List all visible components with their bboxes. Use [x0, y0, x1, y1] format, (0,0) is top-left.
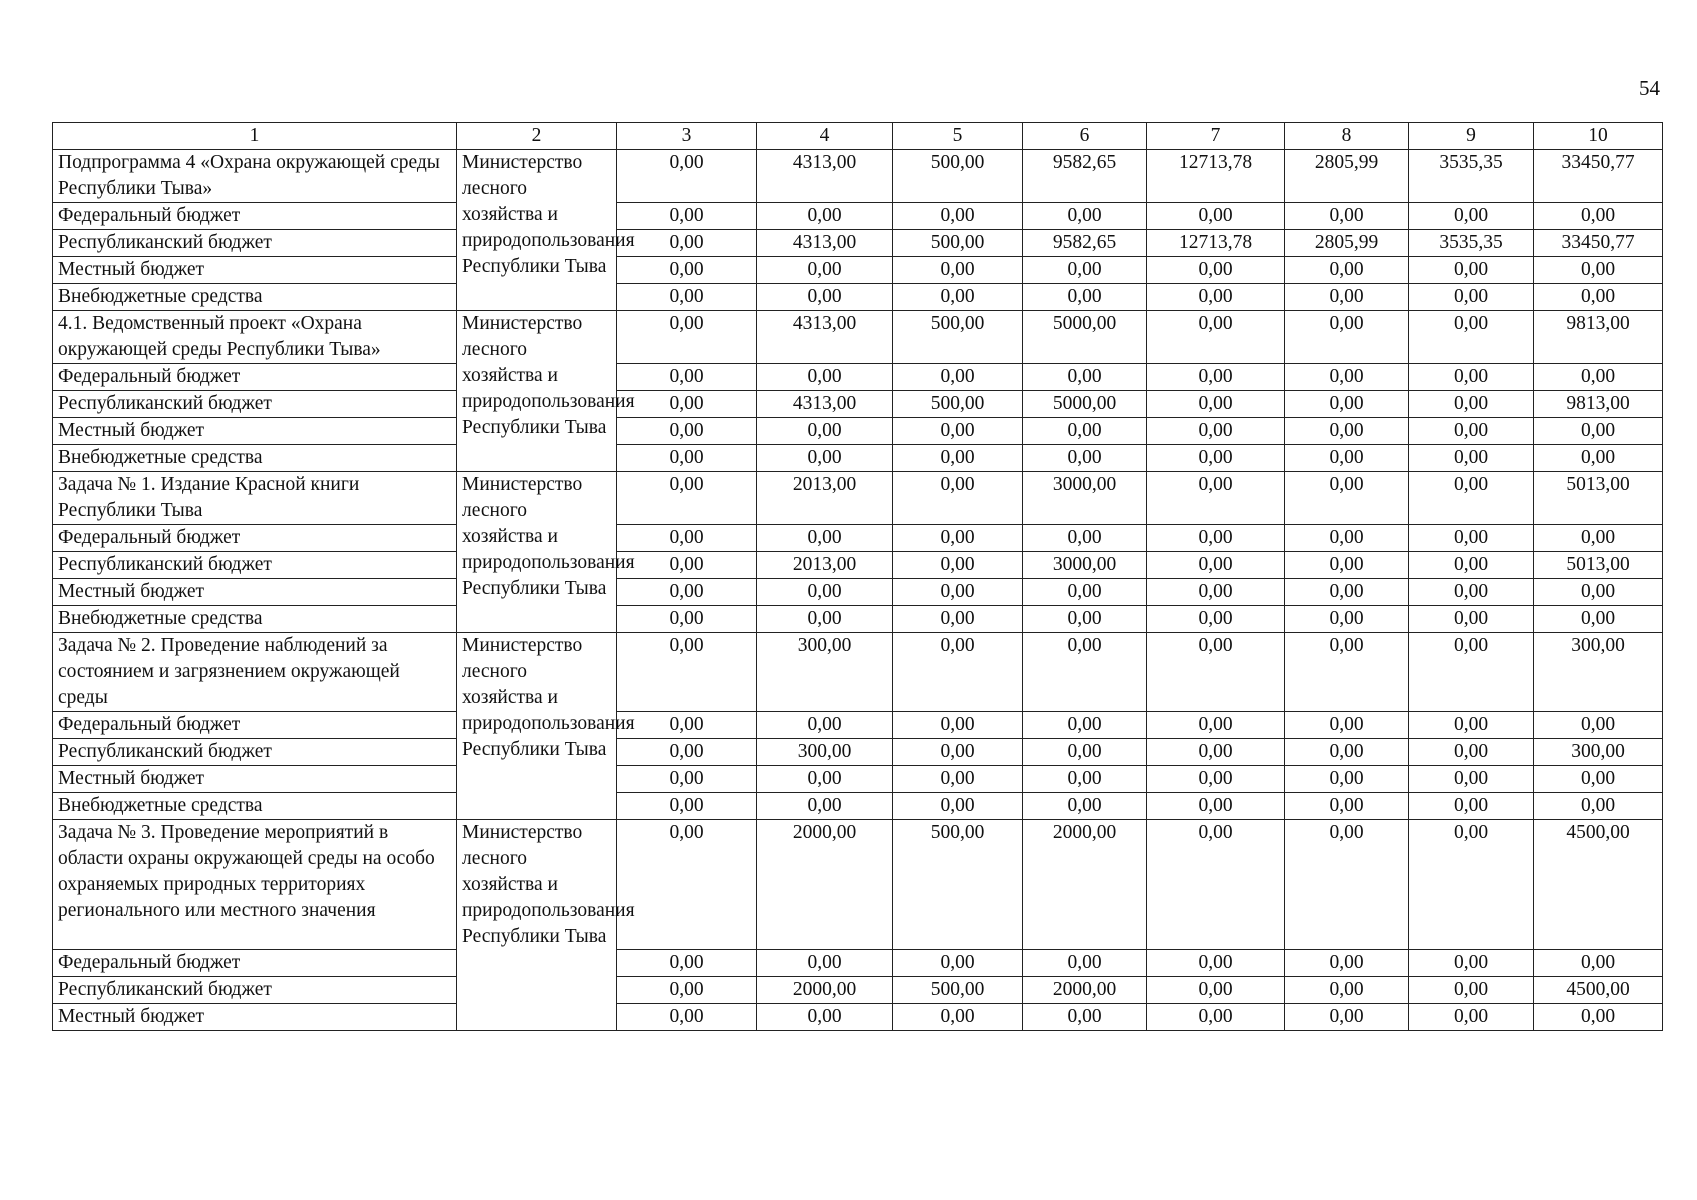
value-cell: 0,00 — [1534, 579, 1663, 606]
value-cell: 0,00 — [1285, 820, 1409, 950]
budget-row — [53, 1004, 1663, 1031]
value-cell: 12713,78 — [1147, 150, 1285, 203]
value-cell: 0,00 — [1147, 203, 1285, 230]
row-label: Республиканский бюджет — [53, 552, 457, 579]
value-cell: 0,00 — [1285, 284, 1409, 311]
header-cell: 9 — [1409, 123, 1534, 150]
value-cell: 0,00 — [1147, 364, 1285, 391]
value-cell: 0,00 — [1534, 203, 1663, 230]
header-cell: 10 — [1534, 123, 1663, 150]
value-cell: 0,00 — [1147, 820, 1285, 950]
value-cell: 0,00 — [757, 579, 893, 606]
value-cell: 0,00 — [1023, 739, 1147, 766]
budget-row — [53, 418, 1663, 445]
value-cell: 0,00 — [893, 472, 1023, 525]
value-cell: 5013,00 — [1534, 472, 1663, 525]
value-cell: 0,00 — [1023, 606, 1147, 633]
value-cell: 2805,99 — [1285, 230, 1409, 257]
value-cell: 0,00 — [1023, 203, 1147, 230]
value-cell: 4313,00 — [757, 391, 893, 418]
value-cell: 0,00 — [1534, 445, 1663, 472]
value-cell: 0,00 — [617, 472, 757, 525]
value-cell: 500,00 — [893, 820, 1023, 950]
budget-row — [53, 445, 1663, 472]
value-cell: 0,00 — [757, 793, 893, 820]
value-cell: 0,00 — [1409, 203, 1534, 230]
value-cell: 0,00 — [1285, 525, 1409, 552]
value-cell: 0,00 — [1409, 364, 1534, 391]
budget-row — [53, 364, 1663, 391]
value-cell: 0,00 — [1285, 418, 1409, 445]
value-cell: 0,00 — [1409, 1004, 1534, 1031]
value-cell: 300,00 — [757, 739, 893, 766]
value-cell: 0,00 — [1534, 364, 1663, 391]
value-cell: 2013,00 — [757, 472, 893, 525]
value-cell: 300,00 — [1534, 633, 1663, 712]
value-cell: 0,00 — [893, 418, 1023, 445]
value-cell: 0,00 — [1023, 712, 1147, 739]
page-number: 54 — [1639, 76, 1660, 100]
value-cell: 0,00 — [1147, 766, 1285, 793]
row-label: Местный бюджет — [53, 418, 457, 445]
value-cell: 3535,35 — [1409, 230, 1534, 257]
value-cell: 0,00 — [893, 203, 1023, 230]
value-cell: 0,00 — [893, 257, 1023, 284]
value-cell: 0,00 — [893, 525, 1023, 552]
value-cell: 0,00 — [1409, 418, 1534, 445]
row-label: Федеральный бюджет — [53, 712, 457, 739]
value-cell: 0,00 — [893, 712, 1023, 739]
row-label: Внебюджетные средства — [53, 793, 457, 820]
budget-row — [53, 552, 1663, 579]
value-cell: 4500,00 — [1534, 977, 1663, 1004]
value-cell: 5000,00 — [1023, 391, 1147, 418]
header-cell: 5 — [893, 123, 1023, 150]
budget-row — [53, 712, 1663, 739]
value-cell: 500,00 — [893, 150, 1023, 203]
value-cell: 0,00 — [757, 525, 893, 552]
value-cell: 500,00 — [893, 230, 1023, 257]
row-label: Федеральный бюджет — [53, 364, 457, 391]
value-cell: 0,00 — [893, 552, 1023, 579]
value-cell: 0,00 — [617, 739, 757, 766]
value-cell: 4500,00 — [1534, 820, 1663, 950]
header-cell: 1 — [53, 123, 457, 150]
value-cell: 0,00 — [1285, 712, 1409, 739]
value-cell: 0,00 — [617, 311, 757, 364]
value-cell: 2013,00 — [757, 552, 893, 579]
group-title: Задача № 1. Издание Красной книги Республики Тыва — [53, 472, 457, 525]
value-cell: 0,00 — [1023, 525, 1147, 552]
value-cell: 0,00 — [1285, 203, 1409, 230]
value-cell: 0,00 — [1023, 579, 1147, 606]
value-cell: 0,00 — [1147, 739, 1285, 766]
value-cell: 0,00 — [1285, 311, 1409, 364]
value-cell: 0,00 — [757, 203, 893, 230]
row-label: Внебюджетные средства — [53, 606, 457, 633]
value-cell: 0,00 — [757, 712, 893, 739]
value-cell: 0,00 — [757, 766, 893, 793]
value-cell: 0,00 — [1147, 418, 1285, 445]
value-cell: 0,00 — [1409, 739, 1534, 766]
value-cell: 2000,00 — [1023, 820, 1147, 950]
value-cell: 9582,65 — [1023, 150, 1147, 203]
value-cell: 0,00 — [1285, 391, 1409, 418]
value-cell: 0,00 — [617, 284, 757, 311]
value-cell: 0,00 — [1285, 766, 1409, 793]
value-cell: 0,00 — [1147, 793, 1285, 820]
value-cell: 0,00 — [1023, 633, 1147, 712]
value-cell: 0,00 — [617, 606, 757, 633]
value-cell: 0,00 — [1285, 445, 1409, 472]
value-cell: 0,00 — [1023, 793, 1147, 820]
responsible-org: Министерство лесного хозяйства и природопользования Республики Тыва — [457, 820, 617, 1031]
value-cell: 0,00 — [1534, 1004, 1663, 1031]
value-cell: 0,00 — [617, 793, 757, 820]
value-cell: 500,00 — [893, 391, 1023, 418]
budget-table — [52, 122, 1663, 1031]
value-cell: 0,00 — [893, 284, 1023, 311]
group-title-row — [53, 472, 1663, 525]
budget-row — [53, 203, 1663, 230]
group-title-row — [53, 820, 1663, 950]
budget-row — [53, 284, 1663, 311]
value-cell: 0,00 — [617, 203, 757, 230]
row-label: Республиканский бюджет — [53, 391, 457, 418]
value-cell: 500,00 — [893, 311, 1023, 364]
value-cell: 0,00 — [617, 820, 757, 950]
value-cell: 0,00 — [1285, 606, 1409, 633]
value-cell: 9813,00 — [1534, 311, 1663, 364]
value-cell: 300,00 — [757, 633, 893, 712]
value-cell: 3000,00 — [1023, 472, 1147, 525]
value-cell: 12713,78 — [1147, 230, 1285, 257]
value-cell: 0,00 — [1409, 950, 1534, 977]
budget-row — [53, 739, 1663, 766]
row-label: Внебюджетные средства — [53, 284, 457, 311]
value-cell: 0,00 — [1409, 820, 1534, 950]
value-cell: 0,00 — [1147, 552, 1285, 579]
responsible-org: Министерство лесного хозяйства и природопользования Республики Тыва — [457, 311, 617, 472]
value-cell: 0,00 — [1285, 364, 1409, 391]
value-cell: 0,00 — [617, 230, 757, 257]
value-cell: 2805,99 — [1285, 150, 1409, 203]
row-label: Местный бюджет — [53, 257, 457, 284]
value-cell: 4313,00 — [757, 311, 893, 364]
value-cell: 0,00 — [757, 418, 893, 445]
value-cell: 0,00 — [1147, 472, 1285, 525]
value-cell: 0,00 — [1147, 311, 1285, 364]
value-cell: 0,00 — [1285, 977, 1409, 1004]
value-cell: 0,00 — [893, 1004, 1023, 1031]
value-cell: 2000,00 — [1023, 977, 1147, 1004]
value-cell: 0,00 — [1147, 391, 1285, 418]
budget-row — [53, 977, 1663, 1004]
budget-row — [53, 950, 1663, 977]
value-cell: 0,00 — [1147, 950, 1285, 977]
value-cell: 0,00 — [1409, 766, 1534, 793]
value-cell: 0,00 — [893, 793, 1023, 820]
value-cell: 0,00 — [1023, 418, 1147, 445]
value-cell: 0,00 — [1023, 284, 1147, 311]
value-cell: 0,00 — [1409, 977, 1534, 1004]
value-cell: 0,00 — [1285, 472, 1409, 525]
responsible-org: Министерство лесного хозяйства и природопользования Республики Тыва — [457, 150, 617, 311]
value-cell: 0,00 — [1147, 525, 1285, 552]
value-cell: 0,00 — [1147, 284, 1285, 311]
row-label: Федеральный бюджет — [53, 950, 457, 977]
value-cell: 0,00 — [1147, 1004, 1285, 1031]
value-cell: 9582,65 — [1023, 230, 1147, 257]
value-cell: 0,00 — [1409, 579, 1534, 606]
value-cell: 0,00 — [617, 445, 757, 472]
value-cell: 2000,00 — [757, 977, 893, 1004]
value-cell: 0,00 — [617, 257, 757, 284]
header-cell: 7 — [1147, 123, 1285, 150]
value-cell: 5013,00 — [1534, 552, 1663, 579]
value-cell: 0,00 — [1147, 633, 1285, 712]
value-cell: 0,00 — [1285, 739, 1409, 766]
group-title: Задача № 3. Проведение мероприятий в области охраны окружающей среды на особо охраняемых природных территориях регионального или местного значения — [53, 820, 457, 950]
value-cell: 0,00 — [1023, 445, 1147, 472]
group-title-row — [53, 311, 1663, 364]
value-cell: 0,00 — [757, 257, 893, 284]
value-cell: 0,00 — [1285, 793, 1409, 820]
group-title: 4.1. Ведомственный проект «Охрана окружающей среды Республики Тыва» — [53, 311, 457, 364]
budget-row — [53, 606, 1663, 633]
row-label: Федеральный бюджет — [53, 203, 457, 230]
value-cell: 9813,00 — [1534, 391, 1663, 418]
budget-row — [53, 766, 1663, 793]
value-cell: 0,00 — [617, 579, 757, 606]
value-cell: 0,00 — [1534, 257, 1663, 284]
value-cell: 0,00 — [1147, 712, 1285, 739]
value-cell: 3000,00 — [1023, 552, 1147, 579]
value-cell: 0,00 — [617, 712, 757, 739]
value-cell: 0,00 — [1534, 606, 1663, 633]
value-cell: 0,00 — [1534, 766, 1663, 793]
value-cell: 0,00 — [617, 552, 757, 579]
value-cell: 2000,00 — [757, 820, 893, 950]
value-cell: 0,00 — [1409, 391, 1534, 418]
value-cell: 0,00 — [893, 364, 1023, 391]
value-cell: 0,00 — [757, 445, 893, 472]
value-cell: 0,00 — [1285, 633, 1409, 712]
value-cell: 0,00 — [617, 950, 757, 977]
row-label: Местный бюджет — [53, 766, 457, 793]
header-cell: 6 — [1023, 123, 1147, 150]
value-cell: 0,00 — [1409, 472, 1534, 525]
header-cell: 8 — [1285, 123, 1409, 150]
row-label: Федеральный бюджет — [53, 525, 457, 552]
value-cell: 0,00 — [757, 284, 893, 311]
responsible-org: Министерство лесного хозяйства и природопользования Республики Тыва — [457, 472, 617, 633]
value-cell: 0,00 — [893, 633, 1023, 712]
budget-row — [53, 579, 1663, 606]
value-cell: 0,00 — [617, 391, 757, 418]
value-cell: 0,00 — [757, 606, 893, 633]
budget-row — [53, 391, 1663, 418]
value-cell: 0,00 — [1023, 950, 1147, 977]
value-cell: 0,00 — [617, 364, 757, 391]
row-label: Республиканский бюджет — [53, 977, 457, 1004]
header-cell: 2 — [457, 123, 617, 150]
row-label: Внебюджетные средства — [53, 445, 457, 472]
group-title-row — [53, 150, 1663, 203]
budget-row — [53, 230, 1663, 257]
row-label: Республиканский бюджет — [53, 739, 457, 766]
value-cell: 0,00 — [617, 418, 757, 445]
group-title: Задача № 2. Проведение наблюдений за состоянием и загрязнением окружающей среды — [53, 633, 457, 712]
value-cell: 0,00 — [1023, 364, 1147, 391]
value-cell: 0,00 — [893, 606, 1023, 633]
value-cell: 0,00 — [617, 633, 757, 712]
value-cell: 0,00 — [757, 950, 893, 977]
value-cell: 0,00 — [1147, 445, 1285, 472]
header-cell: 4 — [757, 123, 893, 150]
value-cell: 0,00 — [617, 1004, 757, 1031]
value-cell: 0,00 — [1023, 766, 1147, 793]
value-cell: 0,00 — [1285, 552, 1409, 579]
responsible-org: Министерство лесного хозяйства и природопользования Республики Тыва — [457, 633, 617, 820]
value-cell: 0,00 — [1409, 552, 1534, 579]
value-cell: 3535,35 — [1409, 150, 1534, 203]
budget-row — [53, 793, 1663, 820]
value-cell: 0,00 — [1285, 257, 1409, 284]
value-cell: 0,00 — [617, 150, 757, 203]
value-cell: 4313,00 — [757, 230, 893, 257]
value-cell: 0,00 — [1409, 606, 1534, 633]
row-label: Местный бюджет — [53, 579, 457, 606]
value-cell: 0,00 — [1534, 950, 1663, 977]
group-title-row — [53, 633, 1663, 712]
value-cell: 0,00 — [1534, 284, 1663, 311]
value-cell: 0,00 — [893, 766, 1023, 793]
value-cell: 0,00 — [617, 766, 757, 793]
value-cell: 0,00 — [1285, 1004, 1409, 1031]
value-cell: 0,00 — [1409, 445, 1534, 472]
group-title: Подпрограмма 4 «Охрана окружающей среды Республики Тыва» — [53, 150, 457, 203]
value-cell: 33450,77 — [1534, 230, 1663, 257]
value-cell: 0,00 — [1409, 712, 1534, 739]
value-cell: 0,00 — [1409, 633, 1534, 712]
budget-row — [53, 257, 1663, 284]
row-label: Республиканский бюджет — [53, 230, 457, 257]
value-cell: 33450,77 — [1534, 150, 1663, 203]
value-cell: 0,00 — [1534, 712, 1663, 739]
value-cell: 5000,00 — [1023, 311, 1147, 364]
value-cell: 0,00 — [1147, 579, 1285, 606]
budget-row — [53, 525, 1663, 552]
value-cell: 0,00 — [1023, 1004, 1147, 1031]
value-cell: 0,00 — [1285, 579, 1409, 606]
value-cell: 0,00 — [1409, 793, 1534, 820]
value-cell: 0,00 — [757, 364, 893, 391]
value-cell: 0,00 — [757, 1004, 893, 1031]
value-cell: 0,00 — [1409, 311, 1534, 364]
value-cell: 0,00 — [1023, 257, 1147, 284]
value-cell: 0,00 — [1147, 606, 1285, 633]
value-cell: 0,00 — [1534, 418, 1663, 445]
value-cell: 300,00 — [1534, 739, 1663, 766]
value-cell: 0,00 — [893, 579, 1023, 606]
value-cell: 500,00 — [893, 977, 1023, 1004]
value-cell: 0,00 — [893, 950, 1023, 977]
value-cell: 0,00 — [617, 525, 757, 552]
value-cell: 0,00 — [617, 977, 757, 1004]
value-cell: 0,00 — [1285, 950, 1409, 977]
header-cell: 3 — [617, 123, 757, 150]
value-cell: 0,00 — [1147, 977, 1285, 1004]
value-cell: 0,00 — [893, 739, 1023, 766]
value-cell: 4313,00 — [757, 150, 893, 203]
value-cell: 0,00 — [1147, 257, 1285, 284]
value-cell: 0,00 — [1534, 525, 1663, 552]
value-cell: 0,00 — [1409, 525, 1534, 552]
value-cell: 0,00 — [893, 445, 1023, 472]
header-row — [53, 123, 1663, 150]
value-cell: 0,00 — [1409, 284, 1534, 311]
value-cell: 0,00 — [1534, 793, 1663, 820]
value-cell: 0,00 — [1409, 257, 1534, 284]
row-label: Местный бюджет — [53, 1004, 457, 1031]
